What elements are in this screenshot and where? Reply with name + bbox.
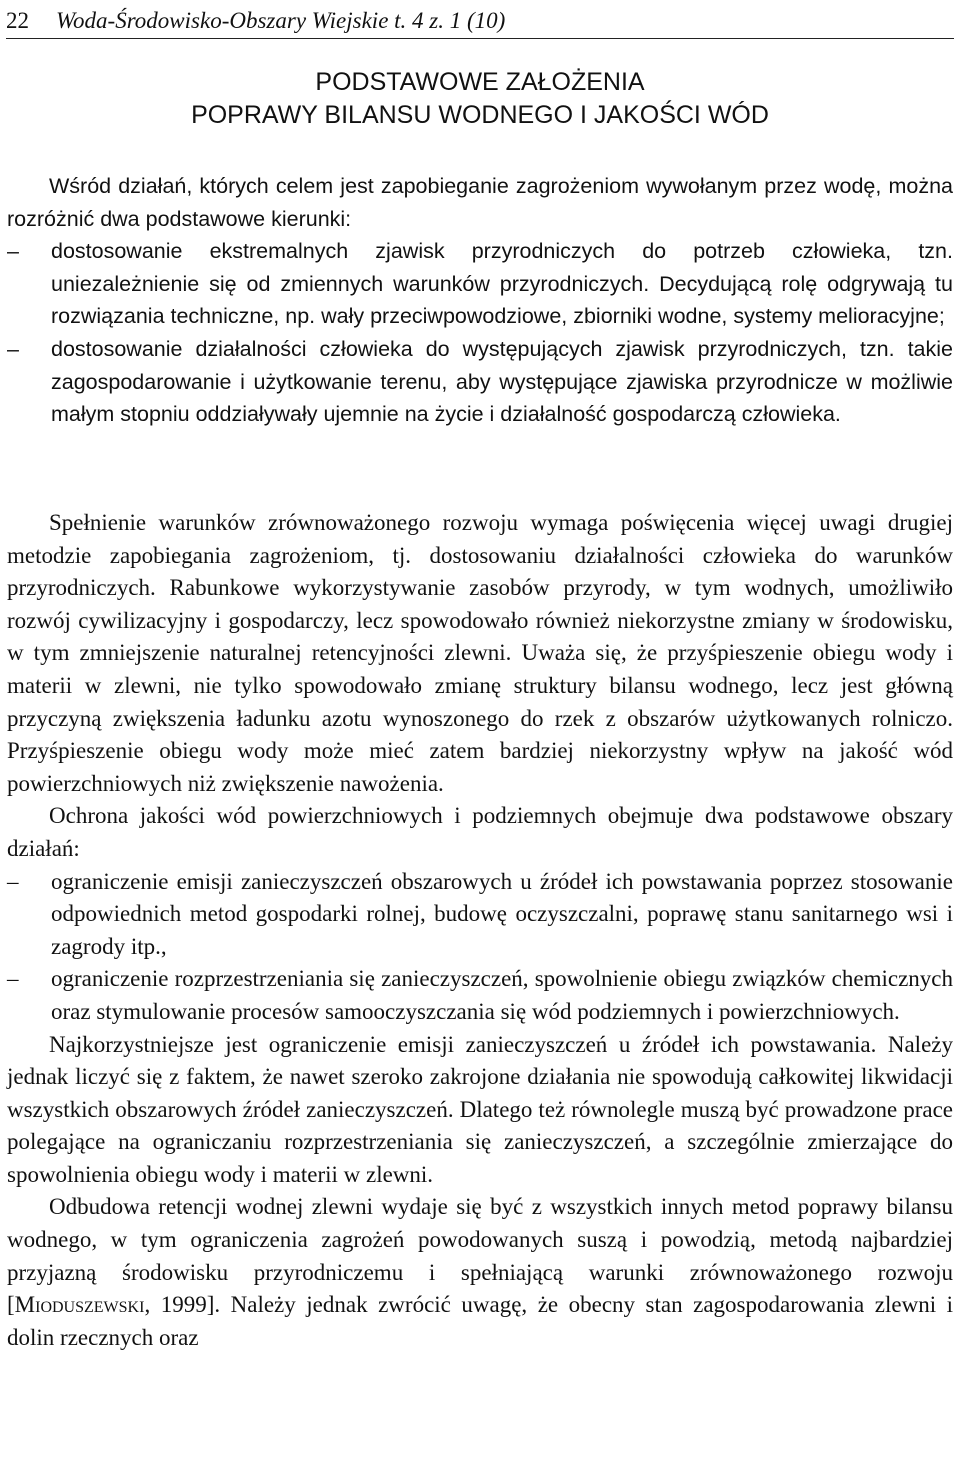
paragraph-4-part-1: Odbudowa retencji wodnej zlewni wydaje się być z wszystkich innych metod poprawy bilansu wodnego, w tym ograniczenia zagrożeń powodowanych suszą i powodzią, metodą najbardziej przyjazną środowisku przyrodniczemu i spełniającą warunki zrównoważonego rozwoju [ [7,1194,953,1318]
section-title-line-2: POPRAWY BILANSU WODNEGO I JAKOŚCI WÓD [191,101,769,129]
body-text [7,507,953,1354]
section-title [0,66,960,132]
protection-bullet-1 [7,866,953,964]
journal-title: Woda-Środowisko-Obszary Wiejskie t. 4 z. 1 (10) [56,8,506,33]
intro-paragraph: Wśród działań, których celem jest zapobieganie zagrożeniom wywołanym przez wodę, można rozróżnić dwa podstawowe kierunki: [7,174,953,231]
paragraph-3: Najkorzystniejsze jest ograniczenie emisji zanieczyszczeń u źródeł ich powstawania. Należy jednak liczyć się z faktem, że nawet szeroko zakrojone działania nie spowodują całkowitej likwidacji wszystkich obszarowych źródeł zanieczyszczeń. Dlatego też równolegle muszą być prowadzone prace polegające na ograniczaniu rozprzestrzeniania się zanieczyszczeń, a szczególnie zmierzające do spowolnienia obiegu wody i materii w zlewni. [7,1031,953,1187]
bullet-dash: – [7,336,19,361]
intro-block [7,170,953,431]
running-header [6,4,954,39]
section-title-line-1: PODSTAWOWE ZAŁOŻENIA [315,68,645,96]
protection-bullet-2 [7,963,953,1028]
intro-bullet-1 [7,235,953,333]
intro-bullet-2 [7,333,953,431]
paragraph-4 [7,1191,953,1354]
bullet-dash: – [7,239,19,264]
paragraph-1: Spełnienie warunków zrównoważonego rozwoju wymaga poświęcenia więcej uwagi drugiej metodzie zapobiegania zagrożeniom, tj. dostosowaniu działalności człowieka do warunków przyrodniczych. Rabunkowe wykorzystywanie zasobów przyrody, w tym wodnych, umożliwiło rozwój cywilizacyjny i gospodarczy, lecz spowodowało również niekorzystne zmiany w środowisku, w tym zmniejszenie naturalnej retencyjności zlewni. Uważa się, że przyśpieszenie obiegu wody i materii w zlewni, nie tylko spowodowało zmianę struktury bilansu wodnego, lecz jest główną przyczyną zwiększenia ładunku azotu wynoszonego do rzek z obszarów użytkowanych rolniczo. Przyśpieszenie obiegu wody może mieć zatem bardziej niekorzystny wpływ na jakość wód powierzchniowych niż zwiększenie nawożenia. [7,510,953,796]
bullet-dash: – [7,868,19,894]
protection-bullet-1-text: ograniczenie emisji zanieczyszczeń obszarowych u źródeł ich powstawania poprzez stosowanie odpowiednich metod gospodarki rolnej, budowę oczyszczalni, poprawę stanu sanitarnego wsi i zagrody itp., [51,868,953,959]
intro-bullet-1-text: dostosowanie ekstremalnych zjawisk przyrodniczych do potrzeb człowieka, tzn. uniezależnienie się od zmiennych warunków przyrodniczych. Decydującą rolę odgrywają tu rozwiązania techniczne, np. wały przeciwpowodziowe, zbiorniki wodne, systemy melioracyjne; [51,239,953,329]
paragraph-2: Ochrona jakości wód powierzchniowych i podziemnych obejmuje dwa podstawowe obszary działań: [7,803,953,861]
citation-author: Mioduszewski [14,1292,145,1318]
intro-bullet-2-text: dostosowanie działalności człowieka do występujących zjawisk przyrodniczych, tzn. takie zagospodarowanie i użytkowanie terenu, aby występujące zjawiska przyrodnicze w możliwie małym stopniu oddziaływały ujemnie na życie i działalność gospodarczą człowieka. [51,336,953,427]
page-number: 22 [6,8,29,33]
bullet-dash: – [7,966,19,992]
paragraph-4-part-2: , 1999]. Należy jednak zwrócić uwagę, że obecny stan zagospodarowania zlewni i dolin rzecznych oraz [7,1292,953,1350]
protection-bullet-2-text: ograniczenie rozprzestrzeniania się zanieczyszczeń, spowolnienie obiegu związków chemicznych oraz stymulowanie procesów samooczyszczania się wód podziemnych i powierzchniowych. [51,966,953,1024]
